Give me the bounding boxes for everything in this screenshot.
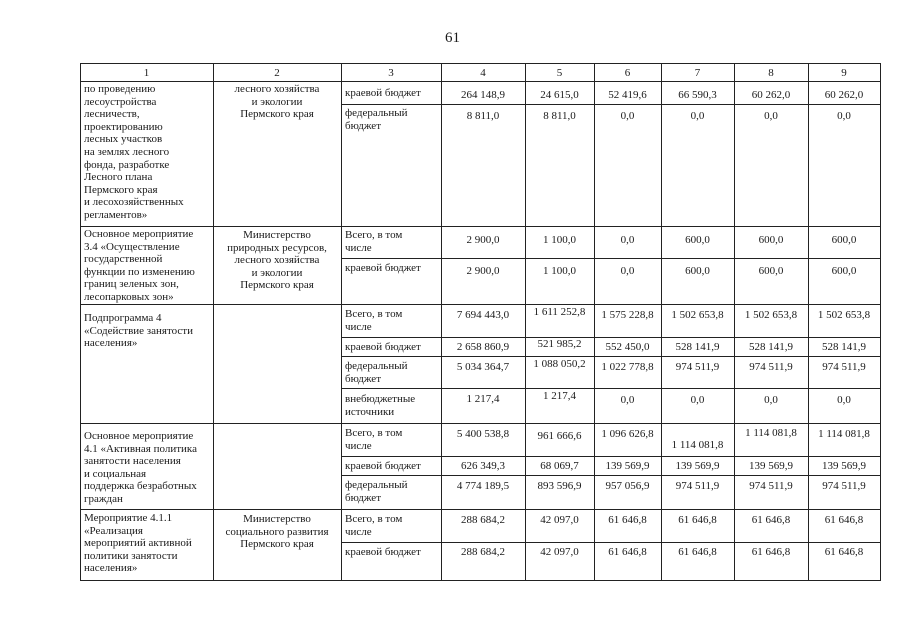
row-divider: [341, 356, 881, 357]
value-cell: 2 900,0: [466, 234, 500, 246]
row-divider: [341, 337, 881, 338]
value-cell: 8 811,0: [466, 110, 500, 122]
value-cell: 600,0: [685, 265, 710, 277]
col-divider: [441, 63, 442, 581]
value-cell: 552 450,0: [605, 341, 650, 353]
value-cell: 1 114 081,8: [818, 428, 870, 440]
value-cell: 61 646,8: [678, 514, 717, 526]
value-cell: 61 646,8: [751, 514, 791, 526]
value-cell: 0,0: [837, 394, 851, 406]
table-border-bottom: [80, 580, 881, 581]
value-cell: 0,0: [620, 265, 635, 277]
row-divider: [341, 104, 881, 105]
value-cell: 1 088 050,2: [533, 358, 586, 370]
value-cell: 974 511,9: [749, 361, 793, 373]
col-divider: [525, 63, 526, 581]
funding-source: краевой бюджет: [345, 460, 421, 472]
row-divider: [341, 475, 881, 476]
value-cell: 957 056,9: [605, 480, 650, 492]
value-cell: 60 262,0: [751, 89, 791, 101]
value-cell: 0,0: [764, 394, 778, 406]
value-cell: 961 666,6: [537, 430, 582, 442]
value-cell: 42 097,0: [540, 546, 579, 558]
funding-source: краевой бюджет: [345, 262, 421, 274]
column-header: 8: [768, 67, 774, 79]
column-header: 2: [274, 67, 280, 79]
activity-name: по проведению лесоустройства лесничеств, проектированию лесных участков на землях лесного фонда, разработке Лесного плана Пермского края и лесохозяйственных регламентов»: [84, 83, 184, 221]
value-cell: 600,0: [758, 234, 784, 246]
value-cell: 139 569,9: [749, 460, 793, 472]
value-cell: 0,0: [620, 110, 635, 122]
col-divider: [661, 63, 662, 581]
column-header: 6: [624, 67, 631, 79]
value-cell: 0,0: [837, 110, 851, 122]
value-cell: 68 069,7: [540, 460, 579, 472]
value-cell: 61 646,8: [751, 546, 791, 558]
value-cell: 1 096 626,8: [601, 428, 654, 440]
value-cell: 0,0: [620, 394, 635, 406]
value-cell: 1 100,0: [543, 265, 576, 277]
column-header: 5: [556, 67, 563, 79]
value-cell: 5 034 364,7: [456, 361, 510, 373]
value-cell: 61 646,8: [608, 546, 647, 558]
activity-name: Основное мероприятие 3.4 «Осуществление государственной функции по изменению границ зеленых зон, лесопарковых зон»: [84, 228, 195, 303]
value-cell: 600,0: [758, 265, 784, 277]
value-cell: 0,0: [690, 394, 705, 406]
value-cell: 52 419,6: [608, 89, 647, 101]
value-cell: 4 774 189,5: [456, 480, 510, 492]
value-cell: 600,0: [831, 265, 857, 277]
table-border-right: [880, 63, 881, 581]
value-cell: 1 611 252,8: [533, 306, 586, 318]
value-cell: 974 511,9: [749, 480, 793, 492]
col-divider: [213, 63, 214, 581]
funding-source: Всего, в том числе: [345, 513, 403, 538]
table-border-top: [80, 63, 881, 64]
row-divider: [341, 542, 881, 543]
value-cell: 893 596,9: [537, 480, 582, 492]
col-divider: [341, 63, 342, 581]
value-cell: 139 569,9: [675, 460, 720, 472]
value-cell: 1 502 653,8: [744, 309, 798, 321]
value-cell: 1 575 228,8: [601, 309, 654, 321]
col-divider: [594, 63, 595, 581]
value-cell: 288 684,2: [461, 514, 505, 526]
value-cell: 61 646,8: [678, 546, 717, 558]
value-cell: 61 646,8: [824, 546, 864, 558]
value-cell: 60 262,0: [824, 89, 864, 101]
value-cell: 61 646,8: [824, 514, 864, 526]
funding-source: краевой бюджет: [345, 341, 421, 353]
column-header: 7: [694, 67, 701, 79]
funding-source: федеральный бюджет: [345, 479, 408, 504]
value-cell: 264 148,9: [461, 89, 505, 101]
value-cell: 528 141,9: [822, 341, 866, 353]
responsible-executor: лесного хозяйства и экологии Пермского края: [234, 83, 320, 121]
value-cell: 1 502 653,8: [817, 309, 871, 321]
value-cell: 66 590,3: [678, 89, 717, 101]
responsible-executor: Министерство социального развития Пермского края: [225, 513, 329, 551]
activity-name: Подпрограмма 4 «Содействие занятости населения»: [84, 312, 193, 350]
value-cell: 521 985,2: [537, 338, 582, 350]
value-cell: 974 511,9: [822, 361, 866, 373]
value-cell: 1 114 081,8: [671, 439, 724, 451]
row-divider: [80, 509, 881, 510]
row-divider: [341, 388, 881, 389]
value-cell: 61 646,8: [608, 514, 647, 526]
header-divider: [80, 81, 881, 82]
funding-source: Всего, в том числе: [345, 308, 403, 333]
row-divider: [341, 456, 881, 457]
funding-source: внебюджетные источники: [345, 393, 416, 418]
value-cell: 2 658 860,9: [456, 341, 510, 353]
value-cell: 42 097,0: [540, 514, 579, 526]
value-cell: 139 569,9: [822, 460, 866, 472]
funding-source: краевой бюджет: [345, 546, 421, 558]
value-cell: 5 400 538,8: [456, 428, 510, 440]
value-cell: 1 100,0: [543, 234, 576, 246]
funding-source: краевой бюджет: [345, 87, 421, 99]
value-cell: 7 694 443,0: [456, 309, 510, 321]
row-divider: [341, 258, 881, 259]
value-cell: 528 141,9: [749, 341, 793, 353]
activity-name: Основное мероприятие 4.1 «Активная политика занятости населения и социальная поддержка безработных граждан: [84, 430, 197, 505]
funding-source: федеральный бюджет: [345, 360, 408, 385]
value-cell: 24 615,0: [540, 89, 579, 101]
funding-source: Всего, в том числе: [345, 229, 403, 254]
responsible-executor: Министерство природных ресурсов, лесного хозяйства и экологии Пермского края: [227, 229, 327, 292]
value-cell: 1 114 081,8: [745, 427, 797, 439]
column-header: 4: [480, 67, 486, 79]
row-divider: [80, 226, 881, 227]
value-cell: 528 141,9: [675, 341, 720, 353]
value-cell: 974 511,9: [675, 480, 720, 492]
row-divider: [80, 304, 881, 305]
page-number: 61: [445, 30, 460, 46]
value-cell: 0,0: [690, 110, 705, 122]
value-cell: 1 502 653,8: [671, 309, 724, 321]
col-divider: [734, 63, 735, 581]
funding-source: федеральный бюджет: [345, 107, 408, 132]
value-cell: 1 217,4: [466, 393, 500, 405]
value-cell: 600,0: [831, 234, 857, 246]
value-cell: 0,0: [764, 110, 778, 122]
row-divider: [80, 423, 881, 424]
value-cell: 626 349,3: [461, 460, 505, 472]
column-header: 1: [143, 67, 150, 79]
activity-name: Мероприятие 4.1.1 «Реализация мероприятий активной политики занятости населения»: [84, 512, 192, 575]
value-cell: 974 511,9: [822, 480, 866, 492]
value-cell: 974 511,9: [675, 361, 720, 373]
column-header: 9: [841, 67, 847, 79]
value-cell: 139 569,9: [605, 460, 650, 472]
column-header: 3: [388, 67, 394, 79]
col-divider: [80, 63, 81, 581]
value-cell: 8 811,0: [543, 110, 576, 122]
value-cell: 1 022 778,8: [601, 361, 654, 373]
col-divider: [808, 63, 809, 581]
value-cell: 288 684,2: [461, 546, 505, 558]
value-cell: 600,0: [685, 234, 710, 246]
funding-source: Всего, в том числе: [345, 427, 403, 452]
value-cell: 2 900,0: [466, 265, 500, 277]
value-cell: 0,0: [620, 234, 635, 246]
value-cell: 1 217,4: [543, 390, 576, 402]
